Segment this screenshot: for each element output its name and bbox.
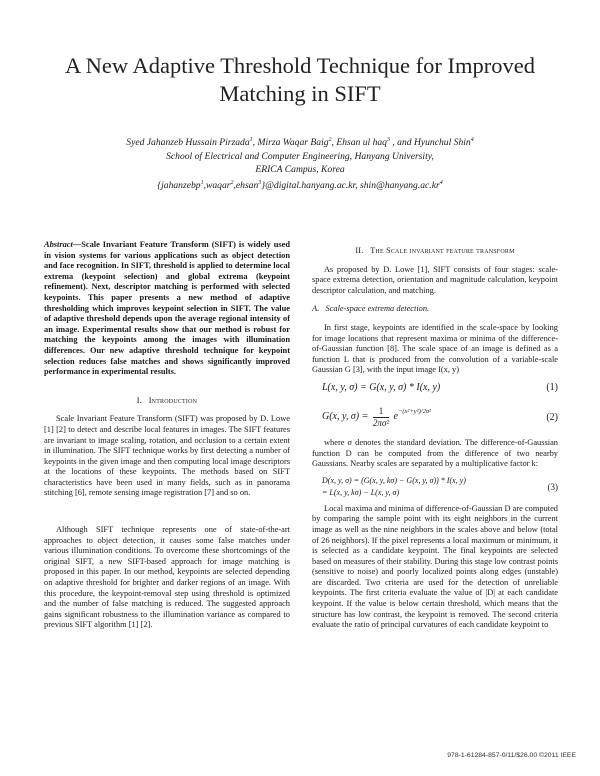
equation-1-body: L(x, y, σ) = G(x, y, σ) * I(x, y): [322, 381, 441, 393]
author-block: [40, 134, 560, 192]
sift-paragraph-1: As proposed by D. Lowe [1], SIFT consists of four stages: scale-space extrema detection, orientation and magnitude calculation, keypoint descriptor calculation, and matching.: [312, 264, 558, 295]
equation-3-line-1: D(x, y, σ) = (G(x, y, kσ) − G(x, y, σ)) * I(x, y): [322, 475, 466, 485]
intro-paragraph-2: Although SIFT technique represents one of state-of-the-art approaches to object detection, it causes some false matches under various illumination conditions. To overcome these shortcomings of the original SIFT, a new SIFT-based approach for image matching is proposed in this paper. In our method, keypoints are selected depending on adaptive threshold for brighter and darker regions of an image. With this procedure, the keypoint-removal step using threshold is optimized and the number of false matching is reduced. The suggested approach gains significant robustness to the illumination variance as compared to previous SIFT algorithm [1] [2].: [44, 525, 290, 630]
email-line: {jahanzebp$^1$,waqar$^2$,ehsan$^3$}@digital.hanyang.ac.kr, $shin@hanyang.ac.kr^4$: [157, 179, 443, 191]
right-column: [312, 240, 558, 631]
sift-paragraph-3: where σ denotes the standard deviation. The difference-of-Gaussian function D can be computed from the difference of two nearby Gaussians. Nearby scales are separated by a multiplicative factor k:: [312, 437, 558, 469]
intro-paragraph-1: Scale Invariant Feature Transform (SIFT) was proposed by D. Lowe [1] [2] to detect and describe local features in images. The SIFT features are invariant to image scaling, rotation, and occlusion to a certain extent in illumination. The SIFT technique works by first detecting a number of keypoints in the given image and then computing local image descriptors at the locations of these keypoints. The methods based on SIFT characteristics have been used in many fields, such as in panorama stitching [6], remote sensing image registration [7] and so on.: [44, 414, 290, 498]
affiliation-line-1: School of Electrical and Computer Engineering, Hanyang University,: [166, 150, 434, 162]
left-column: [44, 240, 290, 631]
paper-title: [40, 52, 560, 108]
equation-1: [312, 380, 558, 400]
equation-2-number: (2): [546, 411, 558, 423]
abstract-label: Abstract: [44, 240, 73, 249]
affiliation-line-2: ERICA Campus, Korea: [255, 164, 345, 176]
equation-3-line-2: = L(x, y, kσ) − L(x, y, σ): [322, 487, 400, 497]
abstract: [44, 240, 290, 378]
equation-3: [312, 474, 558, 500]
sift-paragraph-4: Local maxima and minima of difference-of-Gaussian D are computed by comparing the sample point with its eight neighbors in the current image as well as the nine neighbors in the scales above and below (total of 26 neighbors). If the pixel represents a local maximum or minimum, it is selected as a candidate keypoint. The final keypoints are selected based on measures of their stability. During this stage low contrast points (sensitive to noise) and poorly localized points along edges (unstable) are discarded. Two criteria are used for the detection of unreliable keypoints. The first criteria evaluate the value of |D| at each candidate keypoint. If the value is below certain threshold, which means that the structure has low contrast, the keypoint is removed. The second criteria evaluate the ratio of principal curvatures of each candidate keypoint to: [312, 503, 558, 630]
abstract-text: —Scale Invariant Feature Transform (SIFT) is widely used in vision systems for various applications such as object detection and face recognition. In SIFT, threshold is applied to determine local extrema (keypoint selection) and global extrema (keypoint refinement). Next, descriptor matching is performed with selected keypoints. This paper presents a new method of adaptive thresholding which improves keypoint selection in SIFT. The value of adaptive threshold depends upon the average regional intensity of an image. Experimental results show that our method is robust for matching the keypoints among the images with illumination differences. Our new adaptive threshold technique for keypoint selection reduces false matches and shows significantly improved performance in experimental results.: [44, 240, 290, 377]
section-2-heading: II. The Scale invariant feature transform: [355, 246, 515, 255]
equation-2-body: G(x, y, σ) = $\frac{1}{\text{2πσ²}}$ $e^{-(x^2+y^2)/2\sigma^2}$: [322, 405, 431, 428]
equation-2: [312, 404, 558, 434]
equation-2-fraction: $\frac{1}{\text{2πσ²}}$: [372, 405, 390, 428]
section-1-heading: I. Introduction: [136, 395, 198, 405]
subsection-a-heading: A. Scale-space extrema detection.: [312, 304, 430, 314]
sift-paragraph-2: In first stage, keypoints are identified in the scale-space by looking for image locations that represent maxima or minima of the difference-of-Gaussian function [8]. The scale space of an image is defined as a function L that is produced from the convolution of a variable-scale Gaussian G [3], with the input image I(x, y): [312, 322, 558, 375]
equation-1-number: (1): [546, 381, 558, 393]
copyright-footer: 978-1-61284-857-0/11/$26.00 ©2011 IEEE: [447, 752, 576, 759]
title-line-2: Matching in SIFT: [219, 81, 381, 106]
title-line-1: A New Adaptive Threshold Technique for Improved: [65, 53, 535, 78]
equation-3-number: (3): [547, 481, 558, 492]
author-list: Syed Jahanzeb Hussain Pirzada$^1$, Mirza Waqar Baig$^2$, Ehsan ul haq$^3$ , and Hyunchul Shin$^4$: [126, 137, 474, 149]
